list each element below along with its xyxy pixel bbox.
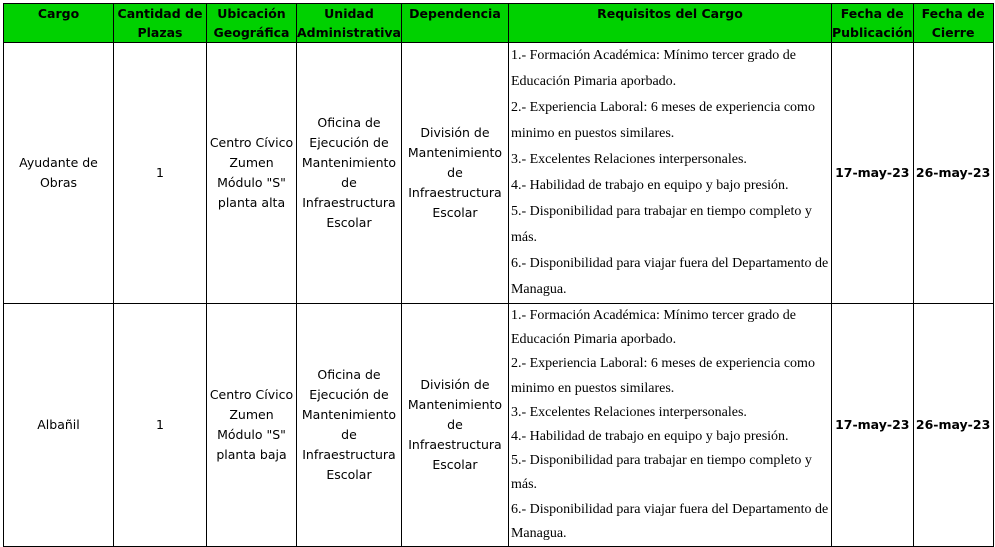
header-cargo: Cargo <box>4 4 114 43</box>
cell-cantidad: 1 <box>114 43 207 304</box>
cell-unidad: Oficina de Ejecución de Mantenimiento de Infraestructura Escolar <box>297 43 402 304</box>
cell-ubicacion: Centro Cívico Zumen Módulo "S" planta alta <box>207 43 297 304</box>
header-fecha-cierre: Fecha de Cierre <box>913 4 993 43</box>
cell-ubicacion: Centro Cívico Zumen Módulo "S" planta baja <box>207 304 297 547</box>
requisito-item: 6.- Disponibilidad para viajar fuera del Departamento de Managua. <box>510 501 829 541</box>
header-dependencia: Dependencia <box>401 4 508 43</box>
requisito-item: 1.- Formación Académica: Mínimo tercer grado de Educación Pimaria aporbado. <box>510 48 796 89</box>
job-postings-table <box>3 3 994 547</box>
requisito-item: 2.- Experiencia Laboral: 6 meses de experiencia como minimo en puestos similares. <box>510 356 815 396</box>
requisito-item: 5.- Disponibilidad para trabajar en tiempo completo y más. <box>510 453 812 493</box>
header-row <box>4 4 994 43</box>
requisito-item: 2.- Experiencia Laboral: 6 meses de experiencia como minimo en puestos similares. <box>510 100 815 141</box>
table-row <box>4 43 994 304</box>
header-ubicacion: Ubicación Geográfica <box>207 4 297 43</box>
cell-fecha-publicacion: 17-may-23 <box>831 43 913 304</box>
cell-requisitos <box>508 43 831 304</box>
requisito-item: 3.- Excelentes Relaciones interpersonales. <box>510 152 747 167</box>
header-requisitos: Requisitos del Cargo <box>508 4 831 43</box>
cell-fecha-cierre: 26-may-23 <box>913 43 993 304</box>
cell-dependencia: División de Mantenimiento de Infraestructura Escolar <box>401 304 508 547</box>
cell-fecha-publicacion: 17-may-23 <box>831 304 913 547</box>
header-cantidad-plazas: Cantidad de Plazas <box>114 4 207 43</box>
requisito-item: 4.- Habilidad de trabajo en equipo y bajo presión. <box>510 178 789 193</box>
cell-dependencia: División de Mantenimiento de Infraestructura Escolar <box>401 43 508 304</box>
cell-cargo: Albañil <box>4 304 114 547</box>
requisito-item: 6.- Disponibilidad para viajar fuera del Departamento de Managua. <box>510 256 829 297</box>
requisito-item: 1.- Formación Académica: Mínimo tercer grado de Educación Pimaria aporbado. <box>510 308 796 348</box>
cell-cargo: Ayudante de Obras <box>4 43 114 304</box>
header-unidad: Unidad Administrativa <box>297 4 402 43</box>
header-fecha-publicacion: Fecha de Publicación <box>831 4 913 43</box>
requisito-item: 4.- Habilidad de trabajo en equipo y bajo presión. <box>510 429 789 445</box>
requisito-item: 5.- Disponibilidad para trabajar en tiempo completo y más. <box>510 204 812 245</box>
cell-cantidad: 1 <box>114 304 207 547</box>
requisito-item: 3.- Excelentes Relaciones interpersonales. <box>510 404 747 420</box>
cell-fecha-cierre: 26-may-23 <box>913 304 993 547</box>
table-row <box>4 304 994 547</box>
cell-unidad: Oficina de Ejecución de Mantenimiento de Infraestructura Escolar <box>297 304 402 547</box>
cell-requisitos <box>508 304 831 547</box>
